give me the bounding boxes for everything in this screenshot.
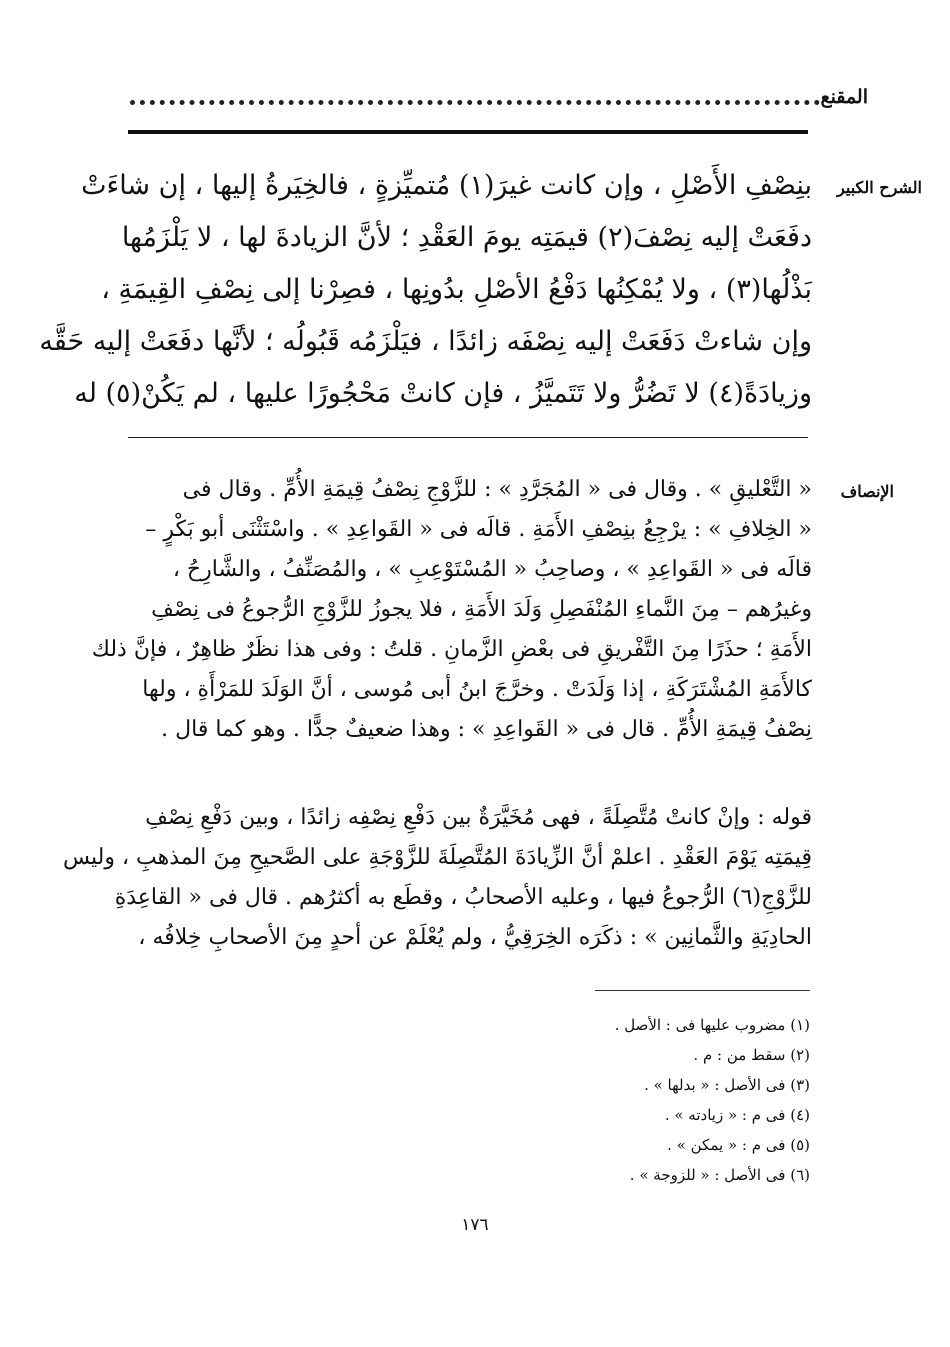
header-rule — [128, 130, 808, 134]
text-line: للزَّوْجِ(٦) الرُّجوعُ فيها ، وعليه الأصحابُ ، وقطَع به أكثرُهم . قال فى « القاعِدَةِ — [114, 885, 812, 910]
section-label-sharh: الشرح الكبير — [837, 178, 922, 197]
insaf-paragraph-2 — [62, 798, 812, 958]
text-line: الأَمَةِ ؛ حذَرًا مِنَ التَّفْريقِ فى بعْضِ الزَّمانِ . قلتُ : وفى هذا نظَرٌ ظاهِرٌ ، فإنَّ ذلك — [91, 637, 812, 662]
text-line: نِصْفُ قِيمَةِ الأُمِّ . قال فى « القَواعِدِ » : وهذا ضعيفٌ جدًّا . وهو كما قال . — [161, 717, 812, 742]
footnote: (٣) فى الأصل : « بدلها » . — [644, 1076, 810, 1094]
footnote: (٥) فى م : « يمكن » . — [667, 1136, 810, 1154]
footnote: (٤) فى م : « زيادته » . — [664, 1106, 810, 1124]
text-line: دفَعَتْ إليه نِصْفَ(٢) قيمَتِه يومَ العَقْدِ ؛ لأنَّ الزيادةَ لها ، لا يَلْزَمُها — [121, 222, 812, 253]
sharh-text-block — [39, 160, 812, 420]
text-line: وزيادَةً(٤) لا تَضُرُّ ولا تَتَميَّزُ ، فإن كانتْ مَحْجُورًا عليها ، لم يَكُنْ(٥) له — [74, 378, 812, 409]
text-line: كالأَمَةِ المُشْتَرَكَةِ ، إذا وَلَدَتْ . وخرَّجَ ابنُ أبى مُوسى ، أنَّ الوَلَدَ للمَرْأَةِ ، ولها — [142, 677, 812, 702]
text-line: قالَه فى « القَواعِدِ » ، وصاحِبُ « المُسْتَوْعِبِ » ، والمُصَنِّفُ ، والشَّارِحُ ، — [172, 557, 812, 582]
footnote: (٦) فى الأصل : « للزوجة » . — [629, 1166, 810, 1184]
header-dotted-leader — [130, 84, 820, 108]
section-divider — [128, 437, 808, 438]
text-line: الحادِيَةِ والثَّمانِين » : ذكَرَه الخِرَقِيُّ ، ولم يُعْلَمْ عن أحدٍ مِنَ الأصحابِ خِلافُه ، — [138, 925, 812, 950]
page-number: ١٧٦ — [461, 1215, 489, 1235]
text-line: بنِصْفِ الأَصْلِ ، وإن كانت غيرَ(١) مُتميِّزةٍ ، فالخِيَرةُ إليها ، إن شاءَتْ — [81, 170, 812, 201]
text-line: قِيمَتِه يَوْمَ العَقْدِ . اعلمْ أنَّ الزِّيادَةَ المُتَّصِلَةَ للزَّوْجَةِ على الصَّحيحِ مِنَ المذهبِ ، وليس — [62, 845, 812, 870]
text-line: وإن شاءتْ دَفَعَتْ إليه نِصْفَه زائدًا ، فيَلْزَمُه قَبُولُه ؛ لأنَّها دفَعَتْ إليه حَقَّه — [39, 326, 812, 357]
text-line: بَذْلُها(٣) ، ولا يُمْكِنُها دَفْعُ الأصْلِ بدُونِها ، فصِرْنا إلى نِصْفِ القِيمَةِ ، — [101, 274, 812, 305]
text-line: « الخِلافِ » : يرْجِعُ بنِصْفِ الأَمَةِ . قالَه فى « القَواعِدِ » . واسْتَثْنَى أبو بَكْرٍ – — [145, 517, 812, 542]
text-line: وغيرُهم – مِنَ النَّماءِ المُنْفَصِلِ وَلَدَ الأَمَةِ ، فلا يجوزُ للزَّوْجِ الرُّجوعُ فى نِصْفِ — [151, 597, 812, 622]
insaf-text-block — [91, 470, 812, 750]
footnotes — [390, 1010, 810, 1190]
footnote: (٢) سقط من : م . — [693, 1046, 810, 1064]
text-line: قوله : وإنْ كانتْ مُتَّصِلَةً ، فهى مُخَيَّرَةٌ بين دَفْعِ نِصْفِه زائدًا ، وبين دَفْعِ نِصْفِ — [145, 805, 812, 830]
text-line: « التَّعْليقِ » . وقال فى « المُجَرَّدِ » : للزَّوْجِ نِصْفُ قِيمَةِ الأُمِّ . وقال فى — [182, 477, 812, 502]
footnote: (١) مضروب عليها فى : الأصل . — [614, 1016, 810, 1034]
book-title: المقنع — [820, 86, 868, 108]
footnote-rule — [595, 990, 810, 991]
section-label-insaf: الإنصاف — [840, 482, 894, 501]
